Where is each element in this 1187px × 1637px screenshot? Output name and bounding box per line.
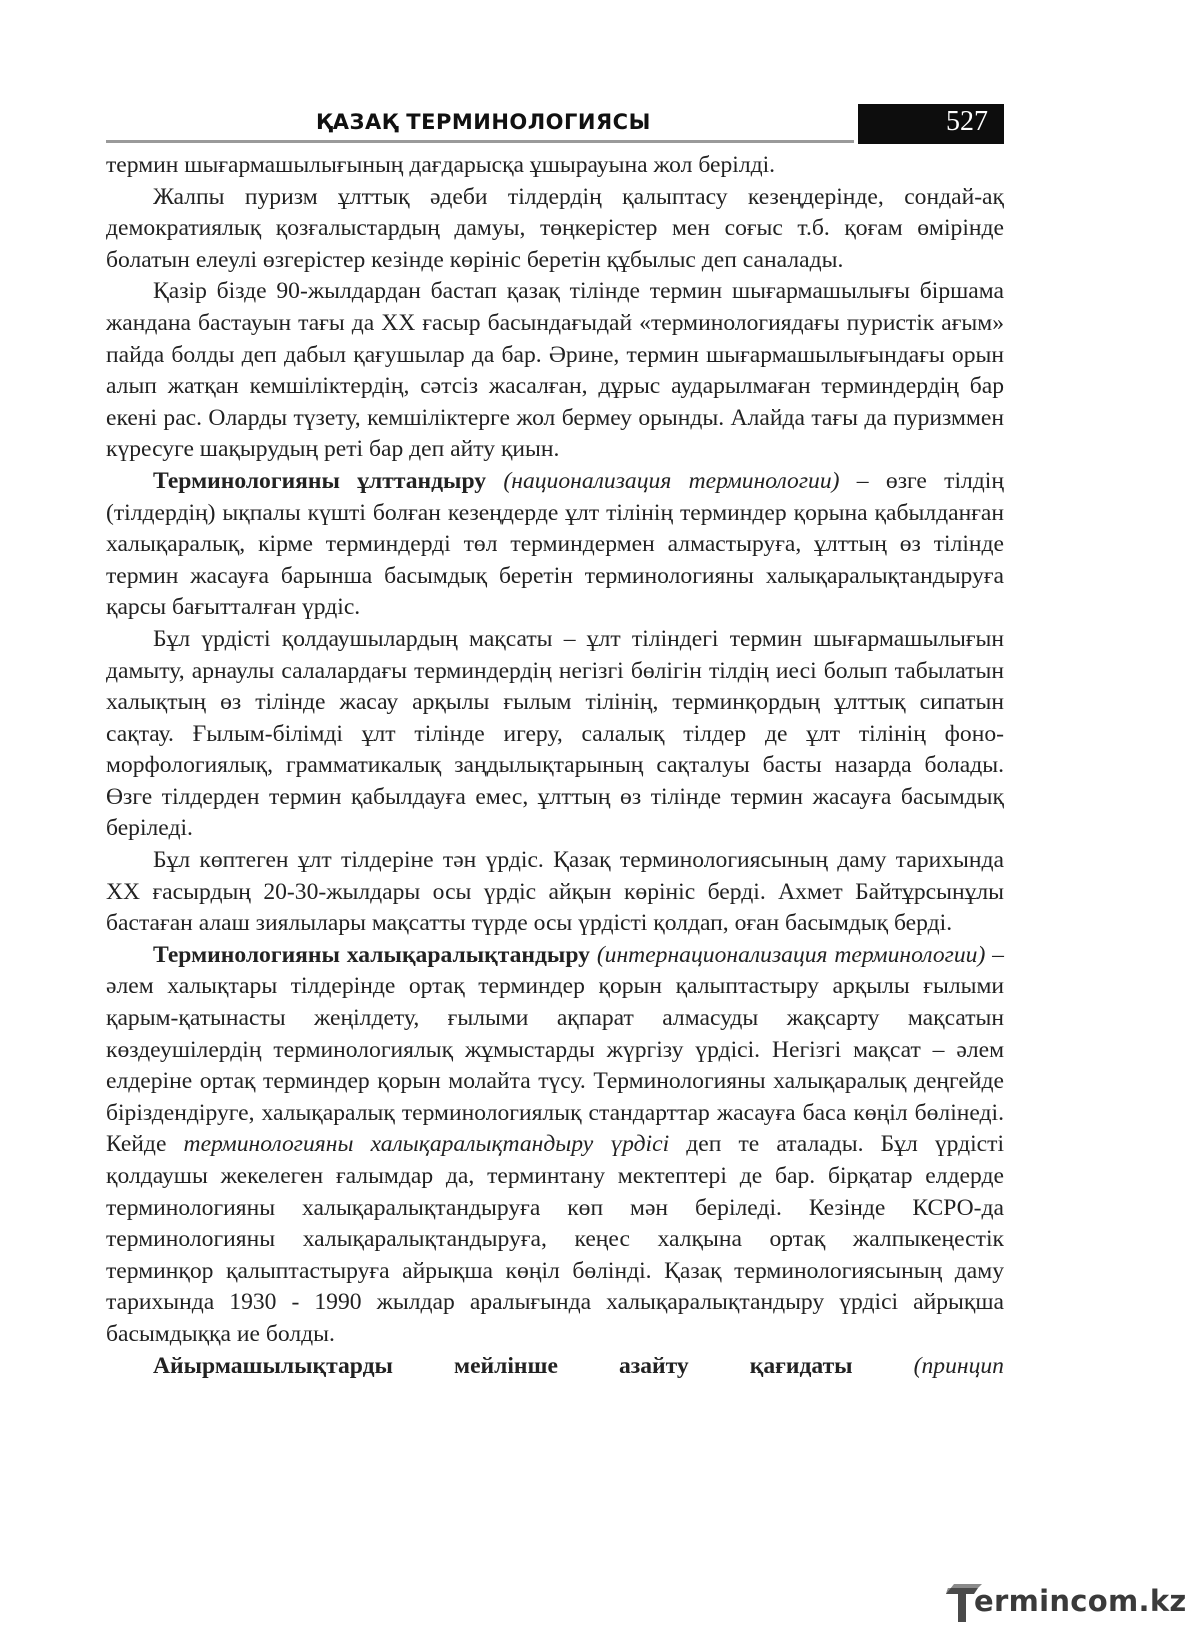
text-segment: [853, 1353, 914, 1379]
page-number: 527: [946, 106, 988, 137]
text-segment: Бұл көптеген ұлт тілдеріне тән үрдіс. Қазақ терминологиясының даму тарихында ХХ ғасырдың 20-30-жылдары осы үрдіс айқын көрініс берді. Ахмет Байтұрсынұлы бастаған алаш зиялылары мақсатты түрде осы үрдісті қолдап, оған басымдық берді.: [106, 847, 1004, 937]
term-heading: Айырмашылықтарды мейлінше азайту қағидаты: [153, 1352, 853, 1379]
paragraph: [106, 624, 1004, 845]
text-segment: [590, 942, 597, 968]
term-gloss: терминологияны халықаралықтандыру үрдісі: [183, 1131, 670, 1158]
header-rule: [106, 140, 854, 143]
paragraph: [106, 466, 1004, 624]
term-heading: Терминологияны халықаралықтандыру: [153, 941, 590, 968]
paragraph: [106, 150, 1004, 182]
text-segment: деп те аталады. Бұл үрдісті қолдаушы жекелеген ғалымдар да, терминтану мектептері де бар. бірқатар елдерде терминологияны халықаралықтандыруға көп мән беріледі. Кезінде КСРО-да терминологияны халықаралықтандыруға, кеңес халқына ортақ жалпыкеңестік терминқор қалыптастыруға айрықша көңіл бөлінді. Қазақ терминологиясының даму тарихында 1930 - 1990 жылдар аралығында халықаралықтандыру үрдісі айрықша басымдыққа ие болды.: [106, 1131, 1005, 1347]
text-segment: Бұл үрдісті қолдаушылардың мақсаты – ұлт тіліндегі термин шығармашылығын дамыту, арнаулы салалардағы терминдердің негізгі бөлігін тілдің иесі болып табылатын халықтың өз тілінде жасау арқылы ғылым тілінің, терминқордың ұлттық сипатын сақтау. Ғылым-білімді ұлт тілінде игеру, салалық тілдер де ұлт тілінің фоно-морфологиялық, грамматикалық заңдылықтарының сақталуы басты назарда болады. Өзге тілдерден термин қабылдауға емес, ұлттың өз тілінде термин жасауға басымдық беріледі.: [106, 625, 1004, 842]
page-number-box: [858, 104, 1004, 144]
term-heading: Терминологияны ұлттандыру: [153, 467, 487, 494]
text-segment: – өзге тілдің (тілдердің) ықпалы күшті болған кезеңдерде ұлт тілінің терминдер қорына қабылданған халықаралық, кірме терминдерді төл терминдермен алмастыруға, ұлттың өз тілінде термин жасауға барынша басымдық беретін терминологияны халықаралықтандыруға қарсы бағытталған үрдіс.: [106, 467, 1004, 621]
term-gloss: (принцип: [913, 1352, 1004, 1379]
text-segment: [486, 468, 503, 494]
site-logo[interactable]: [944, 1582, 1187, 1626]
text-segment: Жалпы пуризм ұлттық әдеби тілдердің қалыптасу кезеңдерінде, сондай-ақ демократиялық қозғалыстардың дамуы, төңкерістер мен соғыс т.б. қоғам өмірінде болатын елеулі өзгерістер кезінде көрініс беретін құбылыс деп саналады.: [106, 183, 1004, 273]
paragraph: [106, 940, 1004, 1351]
body-text: [106, 150, 1004, 1382]
paragraph: [106, 276, 1004, 466]
term-gloss: (национализация терминологии): [503, 467, 840, 494]
text-segment: Қазір бізде 90-жылдардан бастап қазақ тілінде термин шығармашылығы біршама жандана бастауын тағы да ХХ ғасыр басындағыдай «терминологиядағы пуристік ағым» пайда болды деп дабыл қағушылар да бар. Әрине, термин шығармашылығындағы орын алып жатқан кемшіліктердің, сәтсіз жасалған, дұрыс аударылмаған терминдердің бар екені рас. Оларды түзету, кемшіліктерге жол бермеу орынды. Алайда тағы да пуризммен күресуге шақырудың реті бар деп айту қиын.: [106, 278, 1004, 463]
logo-text: ermincom.kz: [974, 1584, 1187, 1618]
term-gloss: (интернационализация терминологии): [596, 941, 986, 968]
page-header: [106, 104, 1004, 146]
text-segment: – әлем халықтары тілдерінде ортақ терминдер қорын қалыптастыру арқылы ғылыми қарым-қатынасты жеңілдету, ғылыми ақпарат алмасуды жақсарту мақсатын көздеушілердің терминологиялық жұмыстарды жүргізу үрдісі. Негізгі мақсат – әлем елдеріне ортақ терминдер қорын молайта түсу. Терминологияны халықаралық деңгейде біріздендіруге, халықаралық терминологиялық стандарттар жасауға баса көңіл бөлінеді. Кейде: [106, 941, 1004, 1158]
paragraph: [106, 845, 1004, 940]
paragraph: [106, 1351, 1004, 1383]
paragraph: [106, 182, 1004, 277]
running-title: ҚАЗАҚ ТЕРМИНОЛОГИЯСЫ: [316, 110, 651, 134]
text-segment: термин шығармашылығының дағдарысқа ұшырауына жол берілді.: [106, 152, 776, 178]
